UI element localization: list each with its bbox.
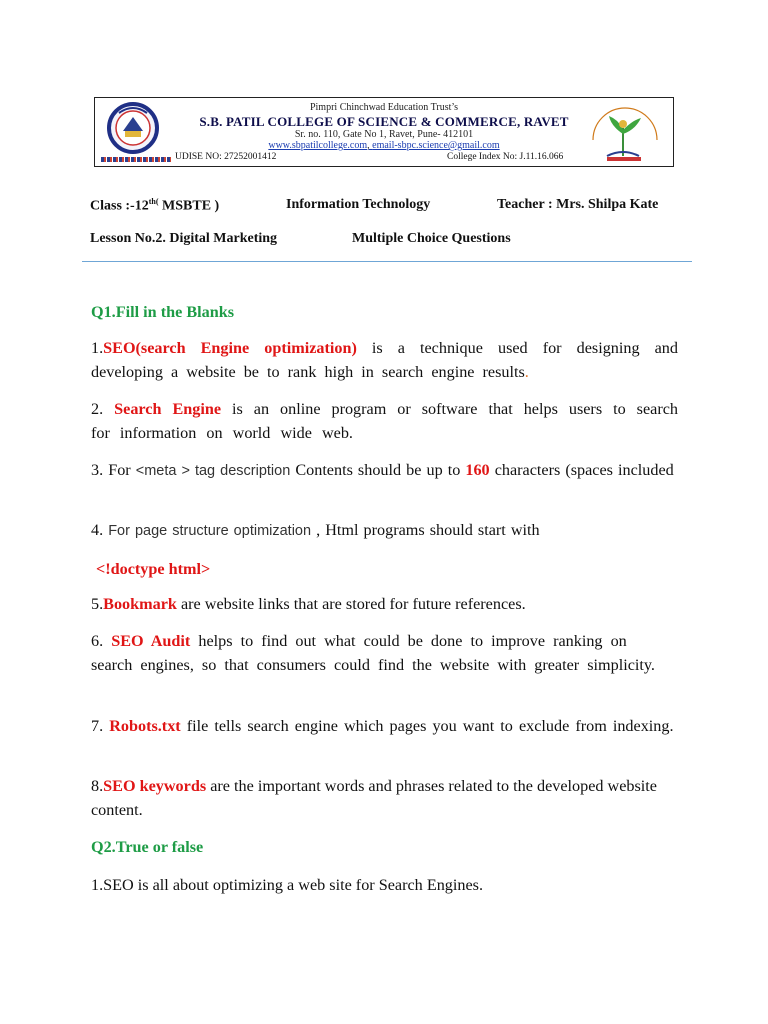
item-text-b: characters (spaces included <box>489 461 674 479</box>
item-number: 4. <box>91 521 109 539</box>
email-link[interactable]: email-sbpc.science@gmail.com <box>372 140 500 151</box>
item-prefix: For page structure optimization <box>108 523 312 539</box>
class-superscript: th( <box>148 197 159 206</box>
college-address: Sr. no. 110, Gate No 1, Ravet, Pune- 412101 <box>294 129 474 140</box>
q2-item-1: 1.SEO is all about optimizing a web site for Search Engines. <box>91 876 484 894</box>
letterhead <box>94 97 674 167</box>
q1-item-7 <box>91 714 678 738</box>
class-suffix: MSBTE ) <box>158 198 220 214</box>
answer-blank: Robots.txt <box>109 717 181 735</box>
class-info <box>90 197 219 215</box>
item-number: 5. <box>91 595 104 613</box>
lesson-title: Lesson No.2. Digital Marketing <box>90 231 278 246</box>
item-text-a: Contents should be up to <box>290 461 466 479</box>
item-text: are website links that are stored for future references. <box>176 595 526 613</box>
item-number: 1. <box>91 339 104 357</box>
item-number: 8. <box>91 777 104 795</box>
item-number: 7. <box>91 717 110 735</box>
item-text: is an online program or software that helps users to search for information on world wide web. <box>91 400 678 442</box>
item-text: file tells search engine which pages you want to exclude from indexing. <box>180 717 674 735</box>
emblem-ribbon <box>101 157 171 162</box>
answer-blank: SEO Audit <box>111 632 191 650</box>
answer-blank: SEO keywords <box>103 777 207 795</box>
website-link[interactable]: www.sbpatilcollege.com <box>268 140 368 151</box>
item-prefix: <meta > tag description <box>135 463 291 479</box>
contact-separator: , <box>367 140 373 151</box>
item-number: 6. <box>91 632 112 650</box>
class-prefix: Class :-12 <box>90 198 149 214</box>
q2-heading: Q2.True or false <box>91 838 204 856</box>
trust-name: Pimpri Chinchwad Education Trust’s <box>309 102 459 113</box>
q1-item-5 <box>91 592 678 616</box>
teacher-name: Teacher : Mrs. Shilpa Kate <box>497 197 659 212</box>
header-divider <box>82 261 692 262</box>
item-text: is a technique used for designing and developing a website be to rank high in search engine results <box>91 339 678 381</box>
item-text: are the important words and phrases related to the developed website content. <box>91 777 657 819</box>
q1-item-1 <box>91 336 678 384</box>
college-name: S.B. PATIL COLLEGE OF SCIENCE & COMMERCE, RAVET <box>199 114 569 129</box>
item-text: helps to find out what could be done to improve ranking on search engines, so that consumers could find the website with greater simplicity. <box>91 632 655 674</box>
subject-name: Information Technology <box>286 197 431 212</box>
q1-item-8 <box>91 774 678 822</box>
question-type: Multiple Choice Questions <box>352 231 511 246</box>
udise-number: UDISE NO: 27252001412 <box>175 152 277 162</box>
college-seal-logo <box>585 100 665 164</box>
q1-item-4-answer: <!doctype html> <box>96 560 211 578</box>
item-number: 3. For <box>91 461 136 479</box>
answer-blank: Bookmark <box>103 595 177 613</box>
answer-blank: SEO(search Engine optimization) <box>103 339 357 357</box>
item-number: 2. <box>91 400 115 418</box>
q1-item-2 <box>91 397 678 445</box>
q1-heading: Q1.Fill in the Blanks <box>91 303 235 321</box>
item-text: , Html programs should start with <box>311 521 540 539</box>
answer-blank: Search Engine <box>114 400 222 418</box>
q1-item-6 <box>91 629 661 677</box>
answer-blank: 160 <box>465 461 490 479</box>
q1-item-3 <box>91 458 678 483</box>
q1-item-4 <box>91 518 678 543</box>
college-index-number: College Index No: J.11.16.066 <box>447 152 564 162</box>
item-end: . <box>524 363 529 381</box>
